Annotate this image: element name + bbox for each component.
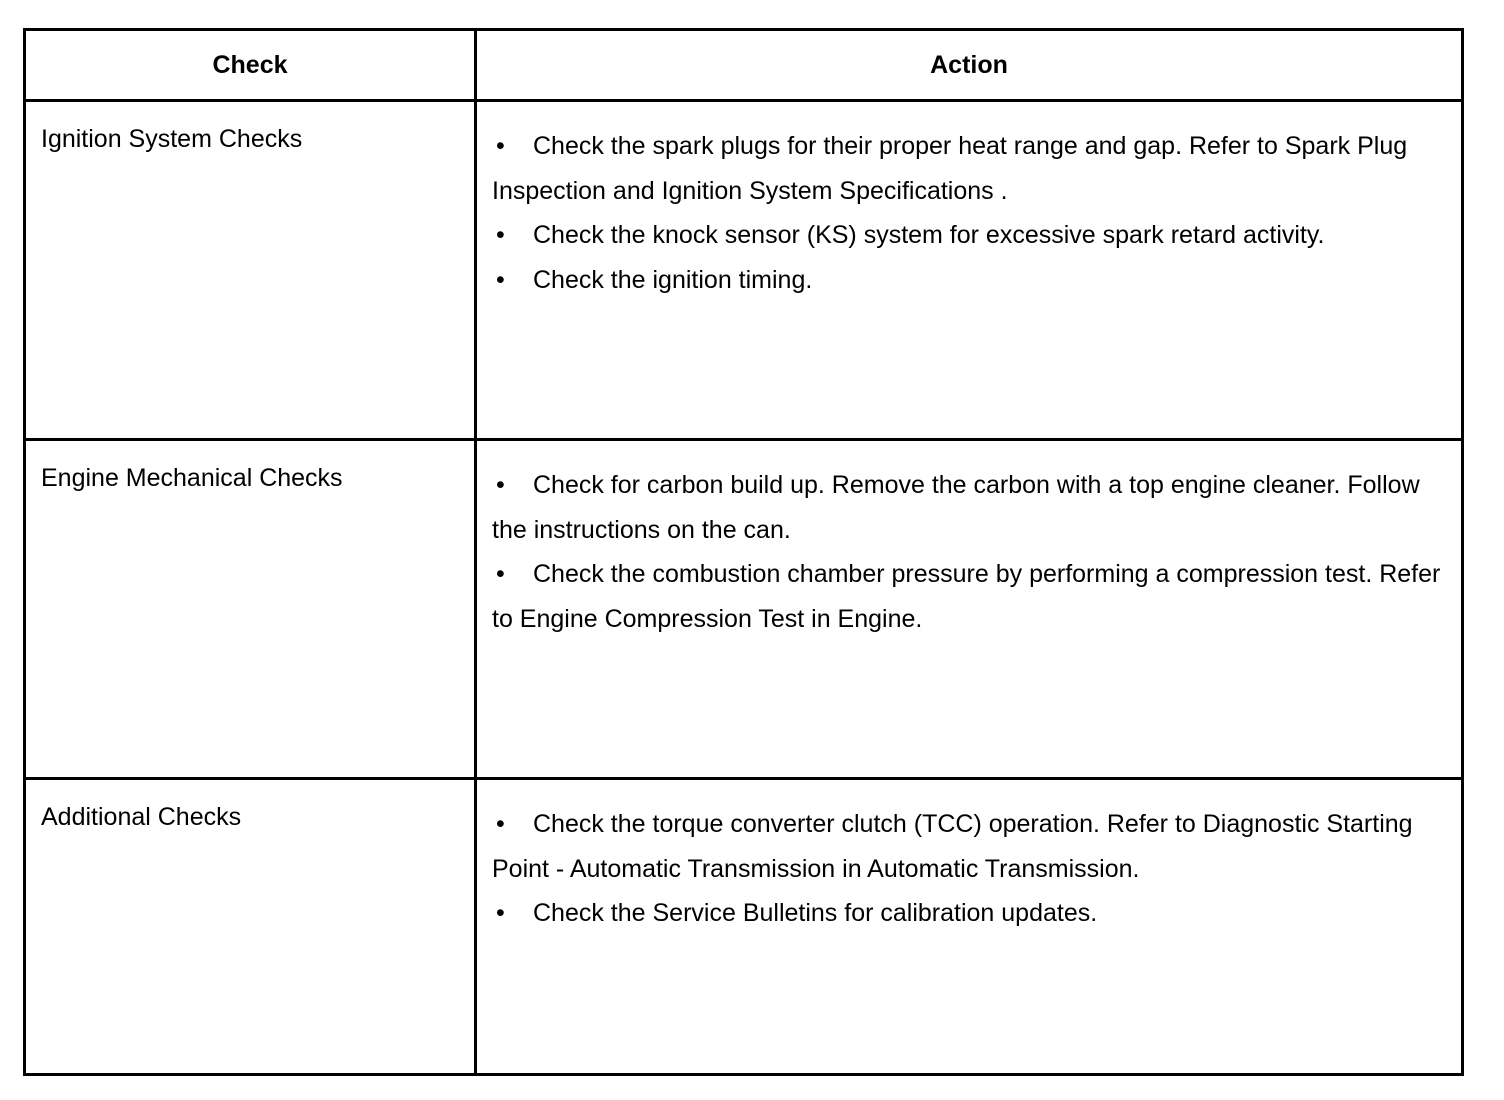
- action-text: Check the Service Bulletins for calibration updates.: [533, 899, 1098, 927]
- action-cell: [476, 779, 1463, 1075]
- table-row: [25, 101, 1463, 440]
- bullet-icon: •: [496, 221, 505, 249]
- action-text: Check the torque converter clutch (TCC) operation. Refer to Diagnostic Starting Point - Automatic Transmission in Automatic Transmission.: [492, 810, 1413, 883]
- check-cell: Ignition System Checks: [25, 101, 476, 440]
- action-bullet-item: [492, 124, 1441, 213]
- action-cell: [476, 101, 1463, 440]
- check-cell: Engine Mechanical Checks: [25, 440, 476, 779]
- diagnostic-checks-table: [23, 28, 1464, 1076]
- table-row: [25, 779, 1463, 1075]
- bullet-icon: •: [496, 899, 505, 927]
- bullet-icon: •: [496, 810, 505, 838]
- bullet-icon: •: [496, 560, 505, 588]
- action-bullet-item: [492, 213, 1441, 258]
- action-text: Check the knock sensor (KS) system for excessive spark retard activity.: [533, 221, 1325, 249]
- action-bullet-item: [492, 258, 1441, 303]
- table-header-row: [25, 30, 1463, 101]
- action-bullet-item: [492, 802, 1441, 891]
- column-header-check: Check: [25, 30, 476, 101]
- table-row: [25, 440, 1463, 779]
- bullet-icon: •: [496, 471, 505, 499]
- action-cell: [476, 440, 1463, 779]
- action-text: Check the combustion chamber pressure by performing a compression test. Refer to Engine Compression Test in Engine.: [492, 560, 1441, 633]
- action-text: Check the spark plugs for their proper heat range and gap. Refer to Spark Plug Inspection and Ignition System Specifications .: [492, 132, 1408, 205]
- column-header-action: Action: [476, 30, 1463, 101]
- action-text: Check the ignition timing.: [533, 265, 813, 294]
- action-bullet-item: [492, 463, 1441, 552]
- bullet-icon: •: [496, 265, 505, 294]
- action-bullet-item: [492, 891, 1441, 936]
- bullet-icon: •: [496, 132, 505, 160]
- action-text: Check for carbon build up. Remove the carbon with a top engine cleaner. Follow the instructions on the can.: [492, 471, 1420, 544]
- check-cell: Additional Checks: [25, 779, 476, 1075]
- action-bullet-item: [492, 552, 1441, 641]
